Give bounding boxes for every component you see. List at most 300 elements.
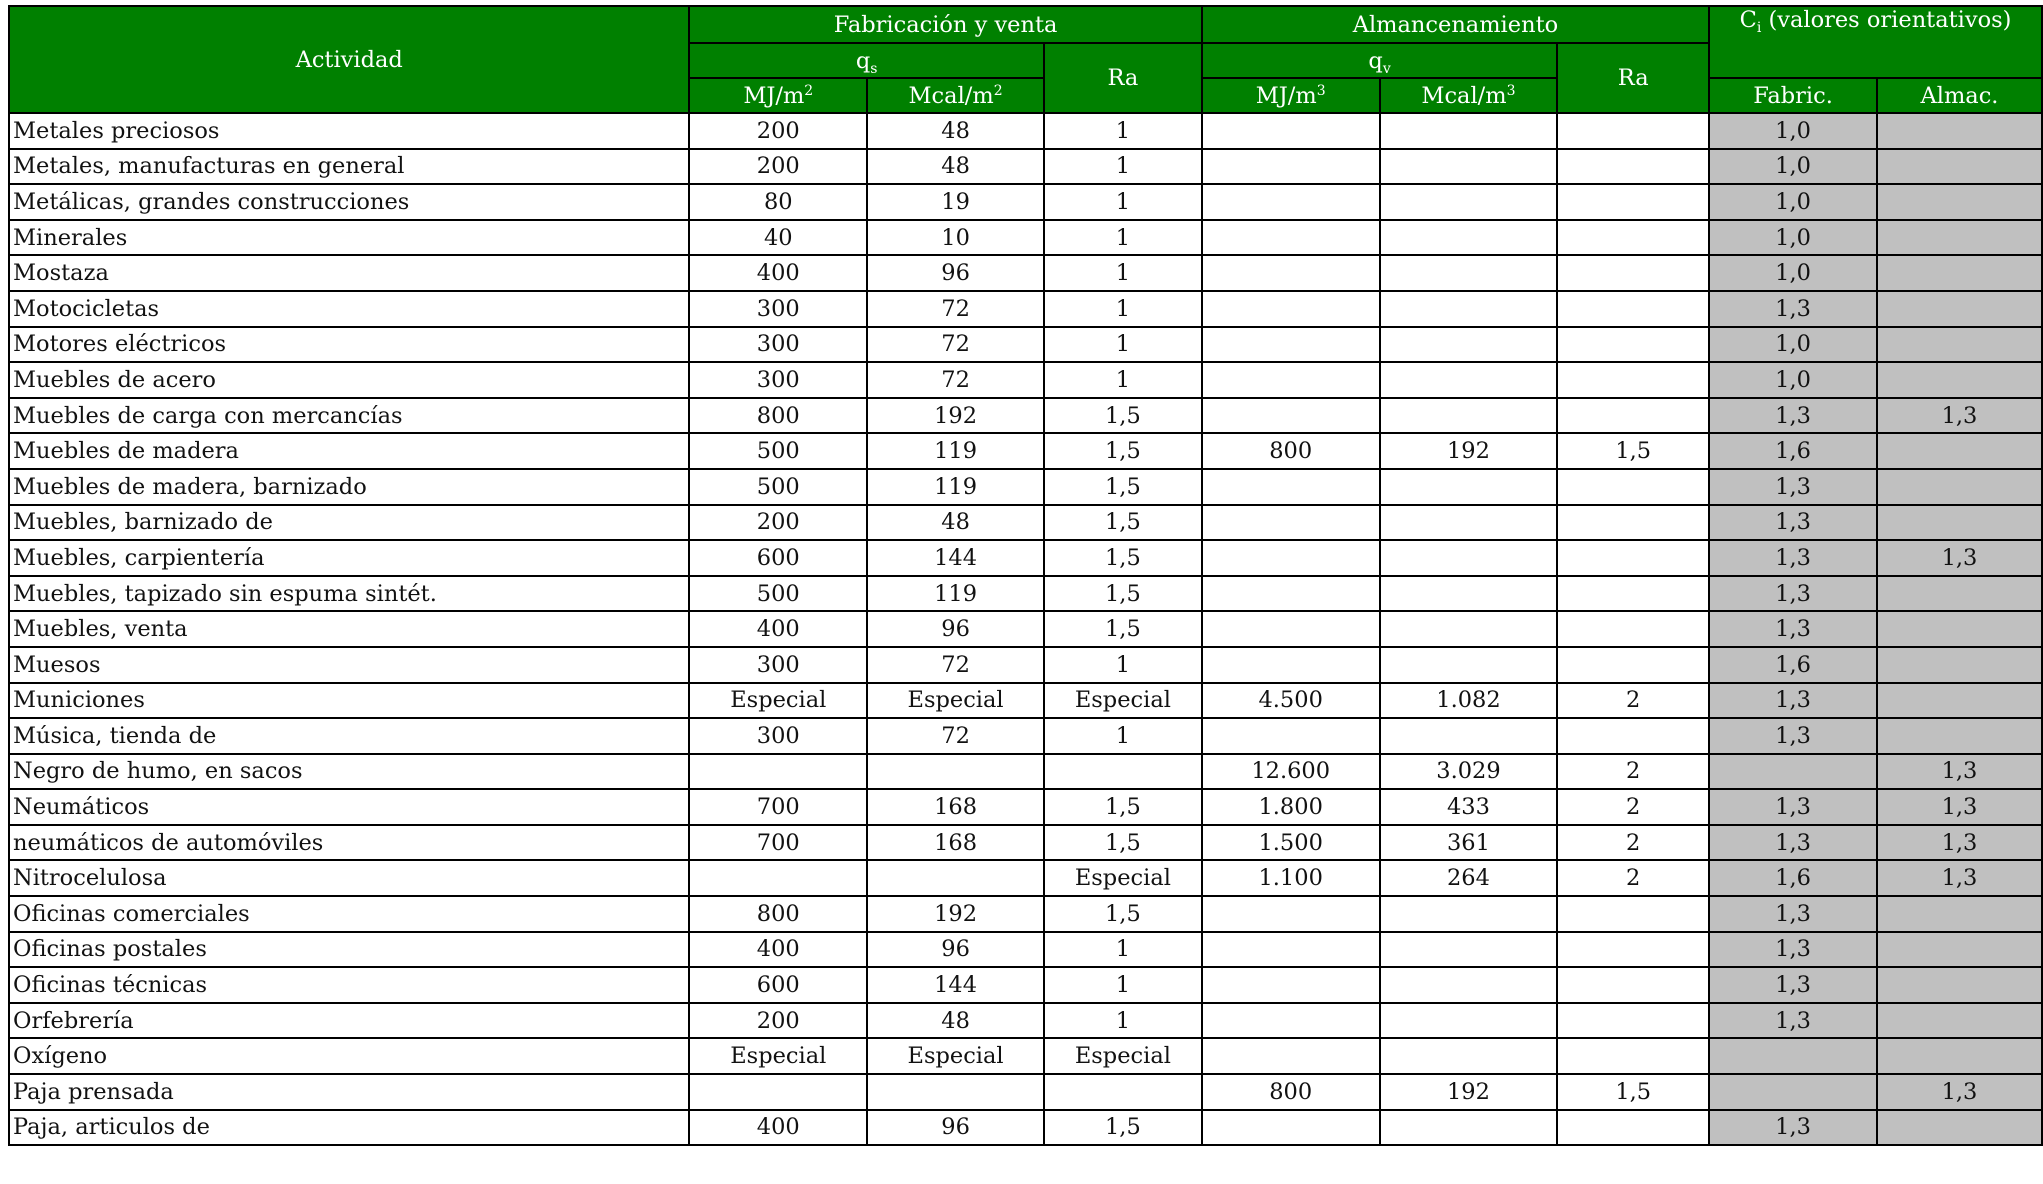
header-actividad: Actividad	[9, 6, 689, 113]
cell-qv-mj-m3	[1202, 576, 1380, 612]
header-ra-almacenamiento: Ra	[1557, 43, 1709, 113]
cell-ra-fabricacion: 1	[1044, 255, 1202, 291]
cell-actividad: Muebles de madera, barnizado	[9, 469, 689, 505]
cell-ci-almac: 1,3	[1877, 754, 2042, 790]
cell-qv-mj-m3	[1202, 1038, 1380, 1074]
cell-ci-almac	[1877, 683, 2042, 719]
cell-actividad: Metales preciosos	[9, 113, 689, 149]
table-row	[9, 327, 2042, 363]
cell-ra-almacenamiento	[1557, 255, 1709, 291]
table-row	[9, 1110, 2042, 1146]
cell-qv-mj-m3	[1202, 967, 1380, 1003]
cell-ra-fabricacion: 1,5	[1044, 398, 1202, 434]
cell-ci-fabric: 1,3	[1709, 1003, 1877, 1039]
cell-qs-mcal-m2: 144	[867, 967, 1044, 1003]
cell-ci-fabric: 1,3	[1709, 896, 1877, 932]
cell-actividad: Motores eléctricos	[9, 327, 689, 363]
cell-actividad: Muebles de carga con mercancías	[9, 398, 689, 434]
cell-qs-mj-m2: 400	[689, 1110, 867, 1146]
cell-ci-fabric: 1,0	[1709, 113, 1877, 149]
cell-ci-almac	[1877, 220, 2042, 256]
cell-ra-almacenamiento	[1557, 718, 1709, 754]
cell-actividad: Negro de humo, en sacos	[9, 754, 689, 790]
cell-qv-mj-m3	[1202, 505, 1380, 541]
cell-qv-mcal-m3	[1380, 932, 1558, 968]
cell-ra-almacenamiento	[1557, 184, 1709, 220]
cell-ra-almacenamiento	[1557, 149, 1709, 185]
cell-ci-fabric: 1,3	[1709, 932, 1877, 968]
cell-qs-mcal-m2: 48	[867, 113, 1044, 149]
cell-qs-mcal-m2: 72	[867, 718, 1044, 754]
cell-ci-almac	[1877, 1110, 2042, 1146]
table-row	[9, 718, 2042, 754]
cell-ci-almac	[1877, 647, 2042, 683]
cell-ra-almacenamiento	[1557, 896, 1709, 932]
cell-qv-mj-m3	[1202, 1003, 1380, 1039]
table-row	[9, 291, 2042, 327]
cell-qs-mj-m2: 200	[689, 149, 867, 185]
cell-ci-almac: 1,3	[1877, 860, 2042, 896]
cell-actividad: Muesos	[9, 647, 689, 683]
cell-qv-mcal-m3	[1380, 1003, 1558, 1039]
cell-ci-almac	[1877, 505, 2042, 541]
cell-actividad: Muebles, tapizado sin espuma sintét.	[9, 576, 689, 612]
cell-ci-almac	[1877, 113, 2042, 149]
table-body	[9, 113, 2042, 1145]
cell-ra-almacenamiento	[1557, 469, 1709, 505]
table-row	[9, 505, 2042, 541]
cell-qv-mj-m3: 4.500	[1202, 683, 1380, 719]
cell-qs-mcal-m2: 48	[867, 1003, 1044, 1039]
cell-qs-mj-m2: 80	[689, 184, 867, 220]
cell-qv-mcal-m3	[1380, 113, 1558, 149]
table-row	[9, 255, 2042, 291]
cell-qs-mj-m2: 200	[689, 505, 867, 541]
cell-ra-almacenamiento: 2	[1557, 825, 1709, 861]
cell-ci-fabric: 1,3	[1709, 789, 1877, 825]
header-almac: Almac.	[1877, 78, 2042, 113]
cell-qv-mcal-m3: 1.082	[1380, 683, 1558, 719]
table-row	[9, 398, 2042, 434]
cell-qv-mcal-m3	[1380, 469, 1558, 505]
cell-ra-fabricacion: 1	[1044, 1003, 1202, 1039]
cell-ra-almacenamiento: 1,5	[1557, 433, 1709, 469]
cell-qv-mcal-m3: 3.029	[1380, 754, 1558, 790]
cell-actividad: Muebles, barnizado de	[9, 505, 689, 541]
cell-ra-almacenamiento	[1557, 576, 1709, 612]
cell-qs-mj-m2: 200	[689, 1003, 867, 1039]
cell-qs-mj-m2: 500	[689, 576, 867, 612]
cell-ci-almac: 1,3	[1877, 1074, 2042, 1110]
cell-actividad: Metálicas, grandes construcciones	[9, 184, 689, 220]
cell-actividad: Música, tienda de	[9, 718, 689, 754]
table-row	[9, 184, 2042, 220]
cell-ci-fabric: 1,3	[1709, 967, 1877, 1003]
cell-qs-mcal-m2: 96	[867, 932, 1044, 968]
header-ci-valores-orientativos: $C_i$ (valores orientativos)	[1709, 6, 2042, 78]
cell-actividad: Oficinas postales	[9, 932, 689, 968]
cell-qs-mcal-m2: 48	[867, 149, 1044, 185]
cell-ra-fabricacion: 1	[1044, 184, 1202, 220]
cell-ci-almac	[1877, 1003, 2042, 1039]
cell-qv-mj-m3: 800	[1202, 433, 1380, 469]
cell-ci-fabric: 1,3	[1709, 505, 1877, 541]
header-qv: $q_v$	[1202, 43, 1558, 78]
cell-qv-mj-m3	[1202, 611, 1380, 647]
table-row	[9, 576, 2042, 612]
cell-ra-fabricacion: 1	[1044, 220, 1202, 256]
cell-qv-mcal-m3	[1380, 540, 1558, 576]
cell-qv-mcal-m3	[1380, 576, 1558, 612]
cell-ci-fabric	[1709, 1038, 1877, 1074]
fire-load-table	[8, 5, 2043, 1146]
cell-qv-mcal-m3	[1380, 505, 1558, 541]
cell-qv-mcal-m3	[1380, 255, 1558, 291]
cell-ra-fabricacion: Especial	[1044, 860, 1202, 896]
cell-qv-mcal-m3	[1380, 1038, 1558, 1074]
cell-ci-almac	[1877, 896, 2042, 932]
cell-qv-mcal-m3: 192	[1380, 1074, 1558, 1110]
cell-qs-mj-m2	[689, 1074, 867, 1110]
cell-qs-mj-m2: 400	[689, 255, 867, 291]
cell-ra-almacenamiento: 1,5	[1557, 1074, 1709, 1110]
header-mcal-m2: Mcal/$m^2$	[867, 78, 1044, 113]
cell-ra-fabricacion: 1,5	[1044, 576, 1202, 612]
cell-ci-almac	[1877, 967, 2042, 1003]
cell-qv-mj-m3	[1202, 1110, 1380, 1146]
cell-ra-fabricacion: Especial	[1044, 1038, 1202, 1074]
cell-qv-mj-m3	[1202, 469, 1380, 505]
cell-qs-mj-m2: 600	[689, 967, 867, 1003]
cell-ci-fabric: 1,3	[1709, 576, 1877, 612]
cell-qs-mj-m2: 400	[689, 611, 867, 647]
cell-ra-almacenamiento	[1557, 1038, 1709, 1074]
cell-qs-mj-m2: 300	[689, 291, 867, 327]
cell-ci-fabric: 1,6	[1709, 433, 1877, 469]
cell-ci-fabric: 1,3	[1709, 540, 1877, 576]
cell-qs-mj-m2: 400	[689, 932, 867, 968]
cell-qs-mj-m2: Especial	[689, 683, 867, 719]
cell-qv-mcal-m3	[1380, 718, 1558, 754]
cell-ra-almacenamiento	[1557, 611, 1709, 647]
cell-qv-mcal-m3: 433	[1380, 789, 1558, 825]
cell-ci-almac	[1877, 255, 2042, 291]
cell-qv-mj-m3	[1202, 540, 1380, 576]
cell-qv-mj-m3	[1202, 220, 1380, 256]
cell-ra-almacenamiento	[1557, 505, 1709, 541]
cell-ra-almacenamiento	[1557, 932, 1709, 968]
cell-actividad: Nitrocelulosa	[9, 860, 689, 896]
cell-qs-mj-m2: 700	[689, 789, 867, 825]
cell-actividad: Oficinas técnicas	[9, 967, 689, 1003]
table-row	[9, 896, 2042, 932]
cell-qs-mj-m2: 600	[689, 540, 867, 576]
cell-qv-mj-m3: 1.100	[1202, 860, 1380, 896]
table-row	[9, 113, 2042, 149]
cell-qv-mj-m3	[1202, 291, 1380, 327]
cell-qv-mj-m3	[1202, 255, 1380, 291]
cell-actividad: neumáticos de automóviles	[9, 825, 689, 861]
cell-ci-fabric: 1,0	[1709, 362, 1877, 398]
cell-qs-mj-m2: 300	[689, 362, 867, 398]
table-header	[9, 6, 2042, 113]
cell-qs-mj-m2: 800	[689, 896, 867, 932]
cell-qv-mj-m3	[1202, 647, 1380, 683]
table-row	[9, 825, 2042, 861]
cell-ra-fabricacion: 1,5	[1044, 540, 1202, 576]
cell-qv-mcal-m3	[1380, 967, 1558, 1003]
header-ra-fabricacion: Ra	[1044, 43, 1202, 113]
cell-ra-almacenamiento	[1557, 291, 1709, 327]
header-mcal-m3: Mcal/$m^3$	[1380, 78, 1558, 113]
cell-ci-fabric: 1,0	[1709, 184, 1877, 220]
cell-qs-mcal-m2: 96	[867, 255, 1044, 291]
cell-ci-almac	[1877, 576, 2042, 612]
table-row	[9, 789, 2042, 825]
cell-qv-mj-m3	[1202, 184, 1380, 220]
cell-qv-mj-m3: 12.600	[1202, 754, 1380, 790]
cell-actividad: Paja, articulos de	[9, 1110, 689, 1146]
cell-qv-mj-m3	[1202, 896, 1380, 932]
table-row	[9, 1074, 2042, 1110]
header-almacenamiento: Almancenamiento	[1202, 6, 1709, 43]
cell-qs-mcal-m2: 72	[867, 291, 1044, 327]
cell-qs-mj-m2: 200	[689, 113, 867, 149]
cell-qs-mcal-m2: 10	[867, 220, 1044, 256]
cell-ra-almacenamiento	[1557, 220, 1709, 256]
cell-qv-mj-m3	[1202, 932, 1380, 968]
cell-ra-fabricacion: 1	[1044, 932, 1202, 968]
cell-ra-almacenamiento	[1557, 113, 1709, 149]
cell-ci-almac	[1877, 932, 2042, 968]
cell-ci-fabric: 1,6	[1709, 860, 1877, 896]
table-row	[9, 469, 2042, 505]
cell-ra-fabricacion: 1,5	[1044, 789, 1202, 825]
cell-qs-mj-m2: 500	[689, 469, 867, 505]
cell-ci-fabric	[1709, 754, 1877, 790]
cell-ci-fabric: 1,3	[1709, 683, 1877, 719]
cell-ra-almacenamiento	[1557, 540, 1709, 576]
cell-ci-fabric: 1,3	[1709, 291, 1877, 327]
cell-actividad: Muebles de acero	[9, 362, 689, 398]
cell-actividad: Municiones	[9, 683, 689, 719]
cell-ra-almacenamiento	[1557, 1110, 1709, 1146]
cell-ci-fabric: 1,3	[1709, 718, 1877, 754]
cell-qs-mj-m2	[689, 754, 867, 790]
table-row	[9, 1003, 2042, 1039]
cell-ra-almacenamiento	[1557, 647, 1709, 683]
table-row	[9, 647, 2042, 683]
cell-qv-mj-m3	[1202, 149, 1380, 185]
cell-ci-almac	[1877, 149, 2042, 185]
cell-ci-almac	[1877, 433, 2042, 469]
fire-load-table-container	[8, 5, 2043, 1146]
cell-actividad: Minerales	[9, 220, 689, 256]
cell-actividad: Muebles, carpientería	[9, 540, 689, 576]
cell-ci-fabric: 1,3	[1709, 469, 1877, 505]
cell-ra-fabricacion: 1,5	[1044, 433, 1202, 469]
cell-qs-mj-m2: 300	[689, 647, 867, 683]
cell-qv-mj-m3	[1202, 327, 1380, 363]
cell-ra-almacenamiento: 2	[1557, 683, 1709, 719]
cell-actividad: Muebles de madera	[9, 433, 689, 469]
cell-ra-fabricacion: 1	[1044, 291, 1202, 327]
cell-ra-almacenamiento: 2	[1557, 789, 1709, 825]
cell-qs-mcal-m2: 119	[867, 576, 1044, 612]
cell-ci-fabric: 1,6	[1709, 647, 1877, 683]
cell-ra-fabricacion: 1,5	[1044, 505, 1202, 541]
header-qs: $q_s$	[689, 43, 1044, 78]
cell-qs-mcal-m2: 144	[867, 540, 1044, 576]
cell-qv-mj-m3	[1202, 398, 1380, 434]
cell-actividad: Neumáticos	[9, 789, 689, 825]
cell-qv-mcal-m3	[1380, 398, 1558, 434]
cell-ci-almac	[1877, 469, 2042, 505]
header-mj-m2: $MJ/m^2$	[689, 78, 867, 113]
table-row	[9, 860, 2042, 896]
cell-ci-fabric: 1,0	[1709, 220, 1877, 256]
cell-actividad: Mostaza	[9, 255, 689, 291]
cell-qv-mcal-m3: 361	[1380, 825, 1558, 861]
cell-ci-almac: 1,3	[1877, 789, 2042, 825]
cell-qs-mcal-m2: 168	[867, 825, 1044, 861]
cell-actividad: Muebles, venta	[9, 611, 689, 647]
cell-ra-almacenamiento	[1557, 1003, 1709, 1039]
cell-ra-fabricacion: 1	[1044, 647, 1202, 683]
cell-ra-fabricacion: Especial	[1044, 683, 1202, 719]
cell-ra-fabricacion: 1,5	[1044, 1110, 1202, 1146]
cell-qv-mcal-m3	[1380, 896, 1558, 932]
header-fabricacion-y-venta: Fabricación y venta	[689, 6, 1201, 43]
cell-actividad: Oxígeno	[9, 1038, 689, 1074]
cell-ci-almac	[1877, 362, 2042, 398]
cell-ra-fabricacion: 1,5	[1044, 469, 1202, 505]
cell-ra-fabricacion: 1,5	[1044, 611, 1202, 647]
cell-ra-fabricacion: 1	[1044, 718, 1202, 754]
cell-ra-almacenamiento	[1557, 398, 1709, 434]
cell-qs-mcal-m2: 48	[867, 505, 1044, 541]
cell-ci-fabric: 1,0	[1709, 149, 1877, 185]
cell-ra-almacenamiento: 2	[1557, 860, 1709, 896]
table-row	[9, 433, 2042, 469]
cell-ra-almacenamiento	[1557, 967, 1709, 1003]
cell-qs-mcal-m2	[867, 860, 1044, 896]
cell-qv-mcal-m3	[1380, 327, 1558, 363]
cell-qs-mcal-m2: Especial	[867, 1038, 1044, 1074]
cell-qs-mcal-m2: 192	[867, 398, 1044, 434]
cell-qv-mcal-m3: 264	[1380, 860, 1558, 896]
table-row	[9, 754, 2042, 790]
table-row	[9, 220, 2042, 256]
cell-actividad: Motocicletas	[9, 291, 689, 327]
cell-actividad: Oficinas comerciales	[9, 896, 689, 932]
cell-qs-mj-m2: Especial	[689, 1038, 867, 1074]
table-row	[9, 362, 2042, 398]
header-fabric: Fabric.	[1709, 78, 1877, 113]
cell-ci-almac: 1,3	[1877, 398, 2042, 434]
cell-ci-almac	[1877, 718, 2042, 754]
cell-qs-mcal-m2	[867, 754, 1044, 790]
cell-qs-mcal-m2: 119	[867, 433, 1044, 469]
cell-ra-fabricacion: 1,5	[1044, 896, 1202, 932]
table-row	[9, 967, 2042, 1003]
cell-ci-almac	[1877, 184, 2042, 220]
cell-qv-mj-m3: 1.800	[1202, 789, 1380, 825]
cell-actividad: Orfebrería	[9, 1003, 689, 1039]
cell-actividad: Paja prensada	[9, 1074, 689, 1110]
cell-ra-fabricacion: 1	[1044, 362, 1202, 398]
header-mj-m3: $MJ/m^3$	[1202, 78, 1380, 113]
cell-qs-mcal-m2	[867, 1074, 1044, 1110]
cell-qv-mj-m3	[1202, 113, 1380, 149]
table-row	[9, 683, 2042, 719]
cell-qv-mcal-m3	[1380, 647, 1558, 683]
cell-qv-mj-m3: 800	[1202, 1074, 1380, 1110]
cell-ra-almacenamiento: 2	[1557, 754, 1709, 790]
cell-qs-mcal-m2: 96	[867, 611, 1044, 647]
cell-qs-mj-m2: 40	[689, 220, 867, 256]
cell-qv-mcal-m3	[1380, 611, 1558, 647]
cell-ci-fabric: 1,3	[1709, 398, 1877, 434]
cell-ra-fabricacion: 1,5	[1044, 825, 1202, 861]
cell-ra-fabricacion: 1	[1044, 967, 1202, 1003]
cell-qv-mj-m3	[1202, 718, 1380, 754]
cell-qv-mcal-m3	[1380, 362, 1558, 398]
table-row	[9, 1038, 2042, 1074]
cell-qs-mcal-m2: 192	[867, 896, 1044, 932]
cell-qs-mj-m2: 800	[689, 398, 867, 434]
cell-qv-mcal-m3	[1380, 1110, 1558, 1146]
table-row	[9, 540, 2042, 576]
cell-qv-mcal-m3	[1380, 149, 1558, 185]
cell-qs-mcal-m2: 96	[867, 1110, 1044, 1146]
table-row	[9, 611, 2042, 647]
cell-qs-mcal-m2: 72	[867, 327, 1044, 363]
cell-ci-almac	[1877, 1038, 2042, 1074]
cell-ci-fabric	[1709, 1074, 1877, 1110]
cell-qv-mcal-m3: 192	[1380, 433, 1558, 469]
table-row	[9, 932, 2042, 968]
cell-ci-fabric: 1,3	[1709, 611, 1877, 647]
cell-ci-fabric: 1,3	[1709, 825, 1877, 861]
cell-ra-fabricacion	[1044, 754, 1202, 790]
cell-ci-almac	[1877, 611, 2042, 647]
cell-ci-almac: 1,3	[1877, 540, 2042, 576]
cell-actividad: Metales, manufacturas en general	[9, 149, 689, 185]
cell-qs-mcal-m2: Especial	[867, 683, 1044, 719]
cell-qs-mcal-m2: 19	[867, 184, 1044, 220]
cell-qv-mj-m3	[1202, 362, 1380, 398]
cell-ci-fabric: 1,3	[1709, 1110, 1877, 1146]
cell-qv-mcal-m3	[1380, 291, 1558, 327]
cell-ra-almacenamiento	[1557, 327, 1709, 363]
cell-qs-mj-m2: 500	[689, 433, 867, 469]
cell-qs-mcal-m2: 72	[867, 362, 1044, 398]
cell-qs-mcal-m2: 72	[867, 647, 1044, 683]
cell-ci-fabric: 1,0	[1709, 255, 1877, 291]
cell-qs-mj-m2: 300	[689, 327, 867, 363]
cell-ra-fabricacion: 1	[1044, 113, 1202, 149]
cell-ra-fabricacion	[1044, 1074, 1202, 1110]
cell-qs-mj-m2: 300	[689, 718, 867, 754]
cell-qv-mj-m3: 1.500	[1202, 825, 1380, 861]
cell-ci-almac	[1877, 291, 2042, 327]
cell-ci-almac	[1877, 327, 2042, 363]
cell-ci-almac: 1,3	[1877, 825, 2042, 861]
cell-qv-mcal-m3	[1380, 184, 1558, 220]
cell-ra-fabricacion: 1	[1044, 149, 1202, 185]
cell-qs-mj-m2: 700	[689, 825, 867, 861]
